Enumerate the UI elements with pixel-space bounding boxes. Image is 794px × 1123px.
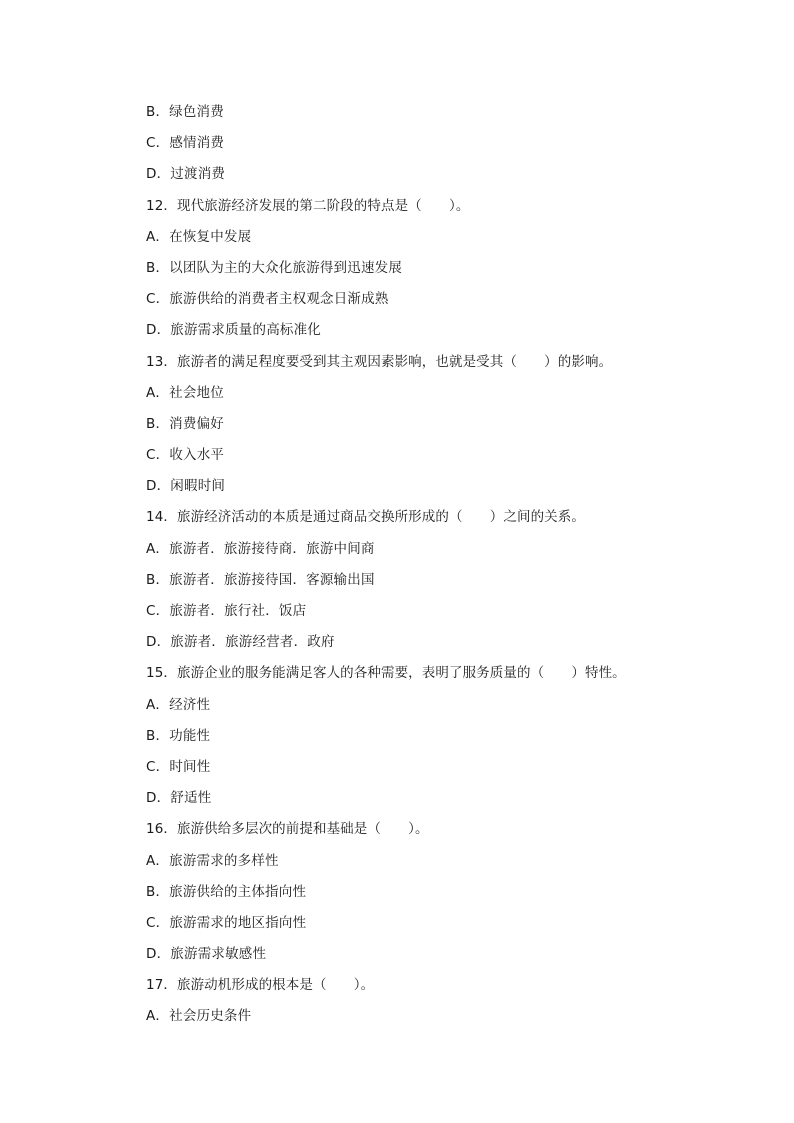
option-line: B．绿色消费 bbox=[146, 104, 224, 120]
option-line: D．旅游者．旅游经营者．政府 bbox=[146, 634, 335, 651]
option-line: B．功能性 bbox=[146, 727, 211, 744]
option-line: C．时间性 bbox=[146, 758, 211, 775]
question-line: 16．旅游供给多层次的前提和基础是（ ）。 bbox=[146, 821, 429, 838]
option-line: A．经济性 bbox=[146, 696, 211, 713]
question-line: 12．现代旅游经济发展的第二阶段的特点是（ ）。 bbox=[146, 197, 470, 214]
option-line: D．旅游需求质量的高标准化 bbox=[146, 322, 321, 339]
option-line: A．旅游需求的多样性 bbox=[146, 852, 279, 869]
option-line: D．舒适性 bbox=[146, 790, 212, 807]
question-line: 13．旅游者的满足程度要受到其主观因素影响，也就是受其（ ）的影响。 bbox=[146, 353, 613, 370]
option-line: A．社会地位 bbox=[146, 384, 224, 401]
option-line: D．过渡消费 bbox=[146, 166, 226, 183]
option-line: B．旅游供给的主体指向性 bbox=[146, 883, 307, 900]
option-line: B．消费偏好 bbox=[146, 415, 224, 432]
option-line: A．在恢复中发展 bbox=[146, 228, 252, 245]
option-line: B．以团队为主的大众化旅游得到迅速发展 bbox=[146, 259, 403, 276]
option-line: C．旅游者．旅行社．饭店 bbox=[146, 603, 307, 619]
document-body bbox=[146, 101, 706, 1037]
option-line: C．旅游供给的消费者主权观念日渐成熟 bbox=[146, 291, 389, 308]
option-line: D．闲暇时间 bbox=[146, 478, 226, 495]
question-line: 15．旅游企业的服务能满足客人的各种需要，表明了服务质量的（ ）特性。 bbox=[146, 665, 626, 682]
option-line: C．感情消费 bbox=[146, 135, 225, 152]
option-line: A．社会历史条件 bbox=[146, 1008, 252, 1025]
question-line: 14．旅游经济活动的本质是通过商品交换所形成的（ ）之间的关系。 bbox=[146, 509, 585, 526]
option-line: C．旅游需求的地区指向性 bbox=[146, 914, 307, 931]
option-line: A．旅游者．旅游接待商．旅游中间商 bbox=[146, 540, 375, 557]
question-line: 17．旅游动机形成的根本是（ ）。 bbox=[146, 977, 375, 994]
option-line: C．收入水平 bbox=[146, 447, 225, 464]
option-line: D．旅游需求敏感性 bbox=[146, 946, 267, 963]
option-line: B．旅游者．旅游接待国．客源输出国 bbox=[146, 571, 375, 588]
